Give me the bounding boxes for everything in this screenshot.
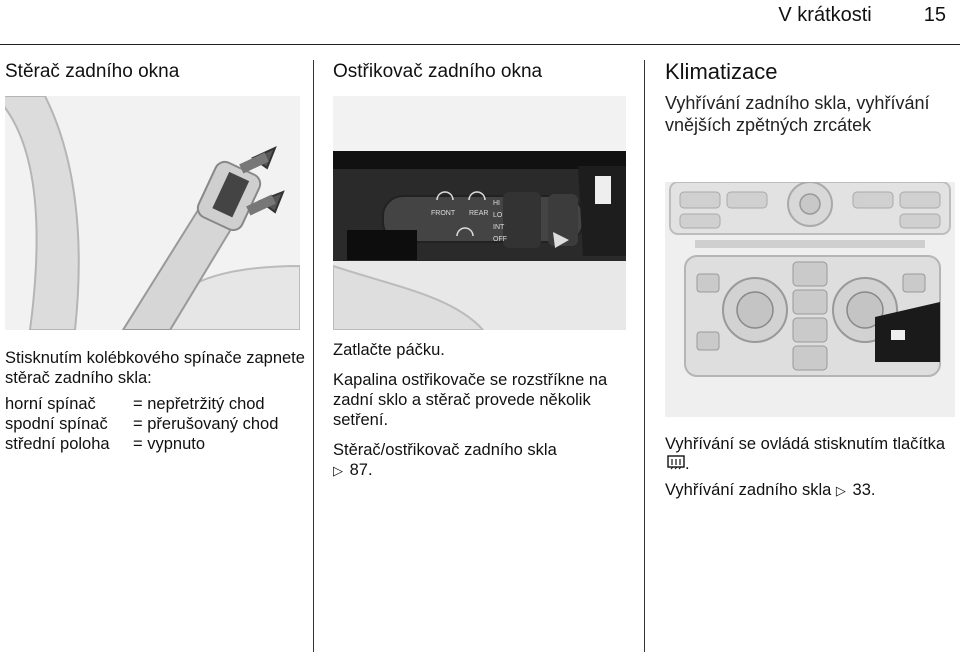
- page-reference-link[interactable]: 33.: [852, 481, 876, 499]
- column-rear-wiper: [5, 60, 305, 84]
- section-heading: Stěrač zadního okna: [5, 61, 180, 82]
- paragraph: Kapalina ostřikovače se rozstříkne na zadní sklo a stěrač provede několik setření.: [333, 371, 608, 429]
- climate-panel-illustration: [665, 182, 955, 417]
- wiper-stalk-illustration: [5, 96, 300, 330]
- page-number: 15: [923, 4, 946, 26]
- label-lo: LO: [493, 212, 503, 219]
- column-climate: [665, 60, 950, 136]
- label-off: OFF: [493, 236, 507, 243]
- position-value: = přerušovaný chod: [133, 415, 279, 433]
- paragraph: [665, 434, 955, 474]
- page-reference-link[interactable]: 87.: [349, 461, 373, 479]
- page-reference-icon: ▷: [835, 483, 846, 498]
- position-value: = vypnuto: [133, 435, 206, 453]
- label-hi: HI: [493, 200, 500, 207]
- sub-heading: Vyhřívání zadního skla, vyhřívání vnějších zpětných zrcátek: [665, 93, 930, 135]
- label-front: FRONT: [431, 210, 456, 217]
- column-divider: [644, 60, 645, 652]
- figure-climate-panel: [665, 182, 955, 417]
- column-climate-text: [665, 434, 955, 501]
- position-key: spodní spínač: [5, 415, 108, 433]
- paragraph: [333, 440, 633, 481]
- switch-position-list: [5, 394, 305, 454]
- running-head: [778, 4, 946, 27]
- position-key: horní spínač: [5, 395, 96, 413]
- page-reference-icon: ▷: [333, 463, 343, 478]
- reference-text: Stěrač/ostřikovač zadního skla: [333, 441, 557, 459]
- position-key: střední poloha: [5, 435, 110, 453]
- section-heading: Klimatizace: [665, 59, 778, 84]
- section-heading: Ostřikovač zadního okna: [333, 61, 543, 82]
- figure-wiper-stalk: [5, 96, 300, 330]
- column-rear-washer-text: [333, 340, 633, 481]
- defrost-text: Vyhřívání se ovládá stisknutím tlačítka: [665, 435, 946, 453]
- reference-text: Vyhřívání zadního skla: [665, 481, 832, 499]
- column-divider: [313, 60, 314, 652]
- label-rear: REAR: [469, 210, 489, 217]
- rear-window-heating-icon: [667, 455, 685, 471]
- section-title: V krátkosti: [778, 4, 872, 26]
- header-rule: [0, 44, 960, 45]
- figure-washer-stalk: [333, 96, 626, 330]
- label-int: INT: [493, 224, 505, 231]
- paragraph: Zatlačte páčku.: [333, 341, 445, 359]
- intro-text: Stisknutím kolébkového spínače zapnete stěrač zadního skla:: [5, 349, 305, 387]
- paragraph: [665, 480, 955, 501]
- column-rear-wiper-text: [5, 348, 305, 454]
- defrost-text-end: .: [685, 455, 690, 473]
- column-rear-washer: [333, 60, 633, 84]
- position-value: = nepřetržitý chod: [133, 395, 265, 413]
